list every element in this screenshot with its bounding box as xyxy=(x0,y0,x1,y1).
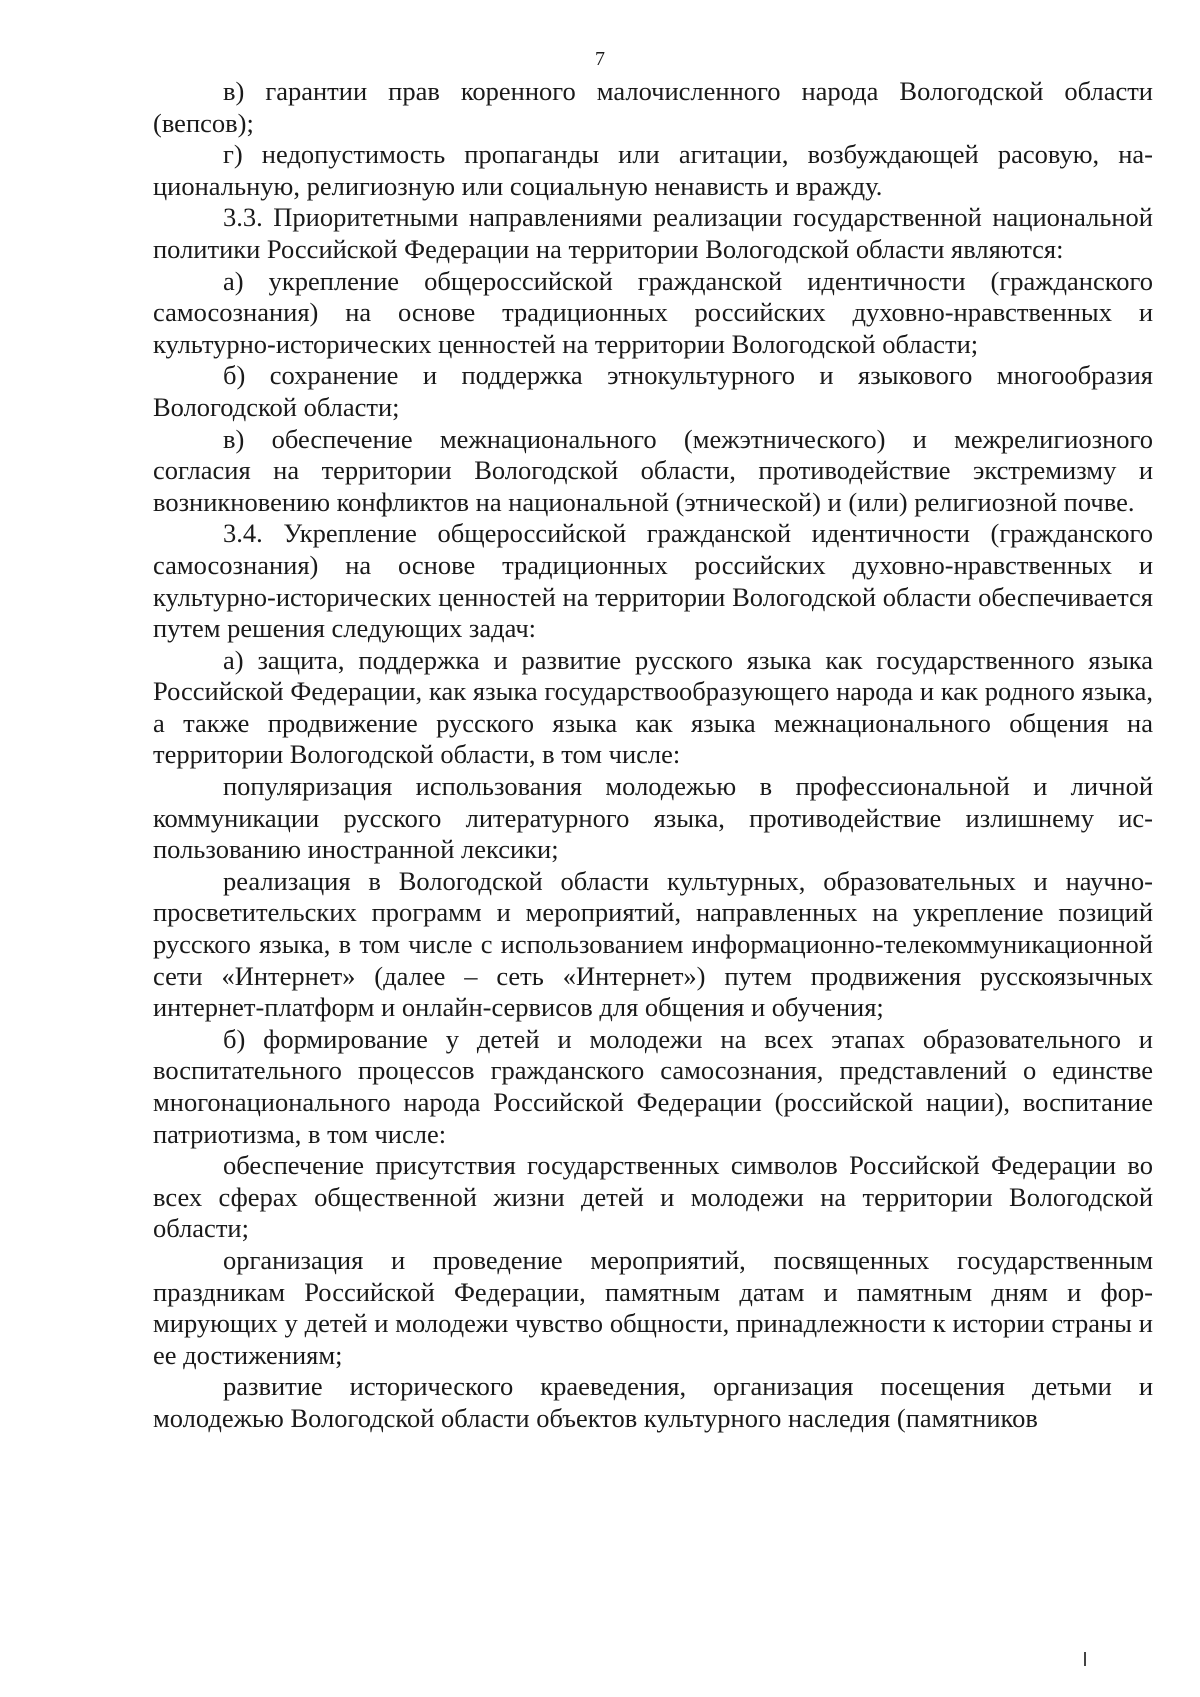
paragraph: г) недопустимость пропаганды или агитации, возбуждающей расовую, национальную, религиозную или социальную ненависть и вражду. xyxy=(153,139,1153,201)
paragraph: организация и проведение мероприятий, посвященных государственным праздникам Российской Федерации, памятным датам и памятным дням и формирующих у детей и молодежи чувство общности, принадлежности к истории страны и ее достижениям; xyxy=(153,1244,1153,1370)
paragraph: в) обеспечение межнационального (межэтнического) и межрелигиозного согласия на территории Вологодской области, противодействие экстремизму и возникновению конфликтов на национальной (этнической) и (или) религиозной почве. xyxy=(153,423,1153,517)
paragraph: б) сохранение и поддержка этнокультурного и языкового многообразия Вологодской области; xyxy=(153,360,1153,422)
paragraph: а) укрепление общероссийской гражданской идентичности (гражданского самосознания) на основе традиционных российских духовно-нравственных и культурно-исторических ценностей на территории Вологодской области; xyxy=(153,265,1153,359)
paragraph: 3.3. Приоритетными направлениями реализации государственной национальной политики Российской Федерации на территории Вологодской области являются: xyxy=(153,202,1153,264)
paragraph: б) формирование у детей и молодежи на всех этапах образовательного и воспитательного процессов гражданского самосознания, представлений о единстве многонационального народа Российской Федерации (российской нации), воспитание патриотизма, в том числе: xyxy=(153,1023,1153,1149)
paragraph: популяризация использования молодежью в профессиональной и личной коммуникации русского литературного языка, противодействие излишнему использованию иностранной лексики; xyxy=(153,771,1153,865)
paragraph: в) гарантии прав коренного малочисленного народа Вологодской области (вепсов); xyxy=(153,76,1153,138)
paragraph: развитие исторического краеведения, организация посещения детьми и молодежью Вологодской области объектов культурного наследия (памятников xyxy=(153,1371,1153,1433)
paragraph: а) защита, поддержка и развитие русского языка как государственного языка Российской Федерации, как языка государствообразующего народа и как родного языка, а также продвижение русского языка как языка межнационального общения на территории Вологодской области, в том числе: xyxy=(153,644,1153,770)
scan-artifact-mark xyxy=(1084,1652,1086,1666)
document-body xyxy=(153,76,1153,1435)
paragraph: обеспечение присутствия государственных символов Российской Федерации во всех сферах общественной жизни детей и молодежи на территории Вологодской области; xyxy=(153,1150,1153,1244)
page-number: 7 xyxy=(595,48,605,70)
paragraph: 3.4. Укрепление общероссийской гражданской идентичности (гражданского самосознания) на основе традиционных российских духовно-нравственных и культурно-исторических ценностей на территории Вологодской области обеспечивается путем решения следующих задач: xyxy=(153,518,1153,644)
paragraph: реализация в Вологодской области культурных, образовательных и научно-просветительских программ и мероприятий, направленных на укрепление позиций русского языка, в том числе с использованием информационно-телекоммуникационной сети «Интернет» (далее – сеть «Интернет») путем продвижения русскоязычных интернет-платформ и онлайн-сервисов для общения и обучения; xyxy=(153,865,1153,1023)
